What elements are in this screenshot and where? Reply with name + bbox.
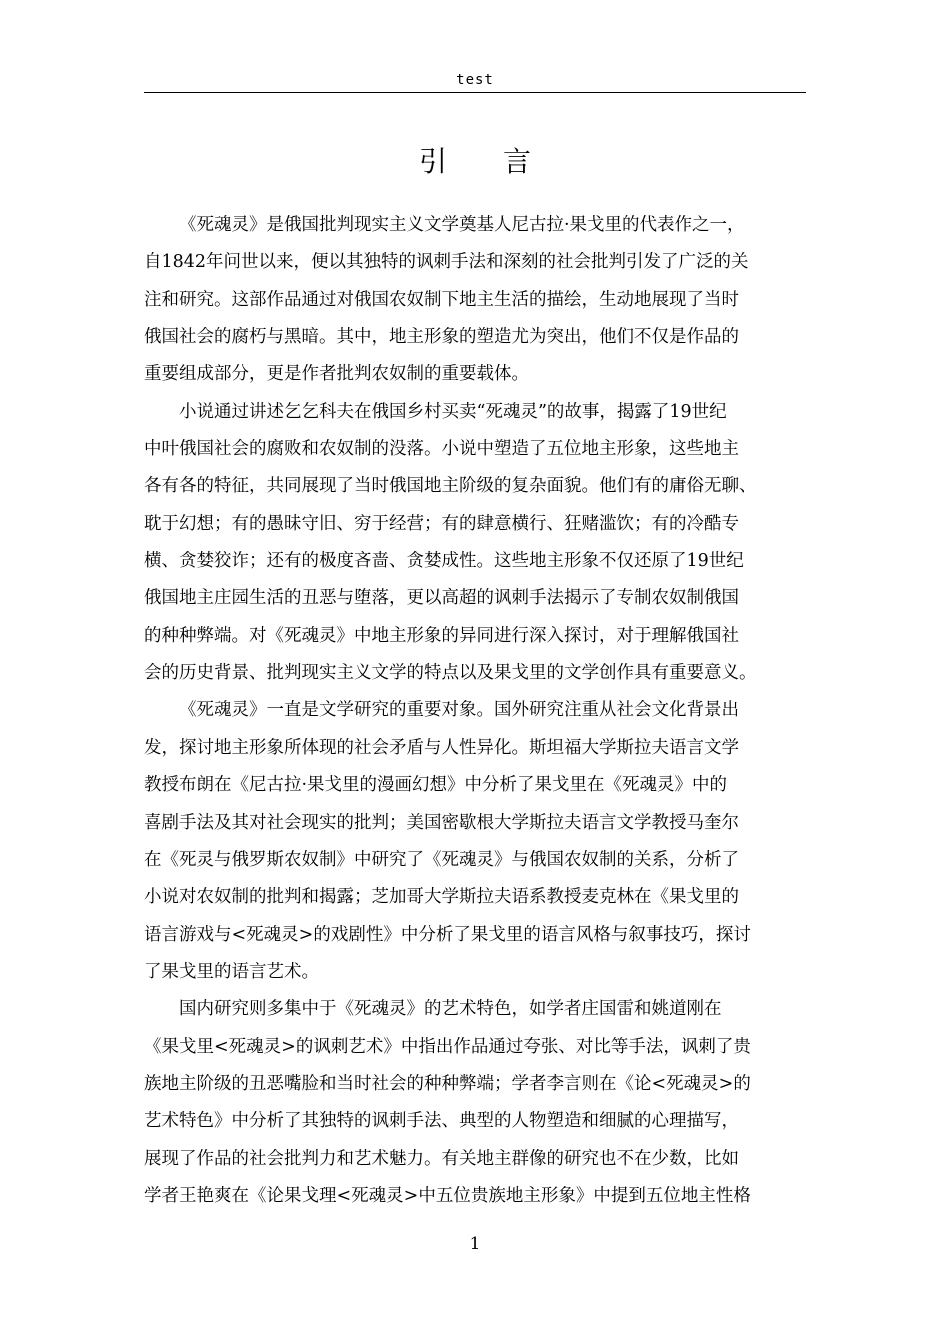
- paragraph-4: [144, 991, 808, 1215]
- paragraph-2: [144, 394, 808, 693]
- text-line: 学者王艳爽在《论果戈理<死魂灵>中五位贵族地主形象》中提到五位地主性格: [144, 1185, 751, 1206]
- text-line: 展现了作品的社会批判力和艺术魅力。有关地主群像的研究也不在少数，比如: [144, 1148, 739, 1169]
- text-line: 俄国地主庄园生活的丑恶与堕落，更以高超的讽刺手法揭示了专制农奴制俄国: [144, 588, 739, 609]
- paragraph-3: [144, 692, 808, 991]
- text-line: 俄国社会的腐朽与黑暗。其中，地主形象的塑造尤为突出，他们不仅是作品的: [144, 327, 739, 348]
- text-line: 了果戈里的语言艺术。: [144, 961, 319, 982]
- text-line: 重要组成部分，更是作者批判农奴制的重要载体。: [144, 364, 529, 385]
- text-line: 《死魂灵》是俄国批判现实主义文学奠基人尼古拉·果戈里的代表作之一，: [179, 215, 745, 235]
- text-line: 的种种弊端。对《死魂灵》中地主形象的异同进行深入探讨，对于理解俄国社: [144, 625, 739, 646]
- body-text: [144, 207, 808, 1215]
- text-line: 自1842年问世以来，便以其独特的讽刺手法和深刻的社会批判引发了广泛的关: [144, 252, 749, 273]
- chapter-title: 引言: [418, 145, 587, 178]
- text-line: 艺术特色》中分析了其独特的讽刺手法、典型的人物塑造和细腻的心理描写，: [144, 1111, 739, 1132]
- text-line: 小说对农奴制的批判和揭露；芝加哥大学斯拉夫语系教授麦克林在《果戈里的: [144, 887, 739, 908]
- text-line: 会的历史背景、批判现实主义文学的特点以及果戈里的文学创作具有重要意义。: [144, 663, 757, 684]
- text-line: 《果戈里<死魂灵>的讽刺艺术》中指出作品通过夸张、对比等手法，讽刺了贵: [144, 1036, 751, 1057]
- text-line: 小说通过讲述乞乞科夫在俄国乡村买卖“死魂灵”的故事，揭露了19世纪: [179, 401, 727, 422]
- text-line: 族地主阶级的丑恶嘴脸和当时社会的种种弊端；学者李言则在《论<死魂灵>的: [144, 1073, 751, 1094]
- text-line: 教授布朗在《尼古拉·果戈里的漫画幻想》中分析了果戈里在《死魂灵》中的: [144, 775, 728, 796]
- text-line: 发，探讨地主形象所体现的社会矛盾与人性异化。斯坦福大学斯拉夫语言文学: [144, 737, 739, 758]
- text-line: 喜剧手法及其对社会现实的批判；美国密歇根大学斯拉夫语言文学教授马奎尔: [144, 812, 739, 833]
- paragraph-1: [144, 207, 808, 394]
- text-line: 各有各的特征，共同展现了当时俄国地主阶级的复杂面貌。他们有的庸俗无聊、: [144, 476, 757, 497]
- text-line: 在《死灵与俄罗斯农奴制》中研究了《死魂灵》与俄国农奴制的关系，分析了: [144, 849, 739, 870]
- text-line: 横、贪婪狡诈；还有的极度吝啬、贪婪成性。这些地主形象不仅还原了19世纪: [144, 551, 744, 572]
- text-line: 国内研究则多集中于《死魂灵》的艺术特色，如学者庄国雷和姚道刚在: [179, 999, 722, 1020]
- text-line: 注和研究。这部作品通过对俄国农奴制下地主生活的描绘，生动地展现了当时: [144, 289, 739, 310]
- text-line: 中叶俄国社会的腐败和农奴制的没落。小说中塑造了五位地主形象，这些地主: [144, 439, 739, 460]
- running-header-text: test: [456, 72, 494, 88]
- text-line: 《死魂灵》一直是文学研究的重要对象。国外研究注重从社会文化背景出: [179, 700, 739, 721]
- text-line: 耽于幻想；有的愚昧守旧、穷于经营；有的肆意横行、狂赌滥饮；有的冷酷专: [144, 513, 739, 534]
- running-header: [144, 70, 806, 93]
- text-line: 语言游戏与<死魂灵>的戏剧性》中分析了果戈里的语言风格与叙事技巧，探讨: [144, 924, 751, 945]
- page-number: 1: [469, 1234, 481, 1254]
